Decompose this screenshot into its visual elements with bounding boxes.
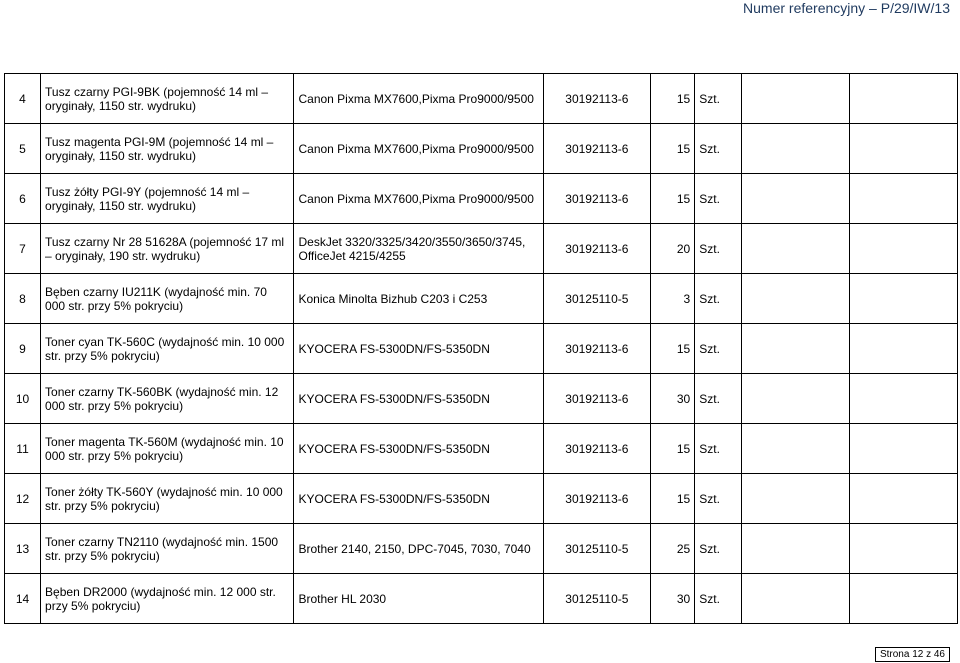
table-row xyxy=(5,124,958,174)
table-row xyxy=(5,574,958,624)
device-model: KYOCERA FS-5300DN/FS-5350DN xyxy=(294,374,543,424)
table-row xyxy=(5,424,958,474)
total-value-cell[interactable] xyxy=(849,424,957,474)
total-value-cell[interactable] xyxy=(849,74,957,124)
cpv-code: 30192113-6 xyxy=(543,324,650,374)
unit-price-cell[interactable] xyxy=(741,224,849,274)
unit: Szt. xyxy=(695,324,741,374)
cpv-code: 30192113-6 xyxy=(543,424,650,474)
reference-number: Numer referencyjny – P/29/IW/13 xyxy=(743,0,950,16)
device-model: Canon Pixma MX7600,Pixma Pro9000/9500 xyxy=(294,124,543,174)
row-number: 5 xyxy=(5,124,41,174)
table-row xyxy=(5,274,958,324)
device-model: DeskJet 3320/3325/3420/3550/3650/3745, OfficeJet 4215/4255 xyxy=(294,224,543,274)
row-number: 11 xyxy=(5,424,41,474)
quantity: 30 xyxy=(650,374,694,424)
device-model: Brother 2140, 2150, DPC-7045, 7030, 7040 xyxy=(294,524,543,574)
table-row xyxy=(5,474,958,524)
unit-price-cell[interactable] xyxy=(741,524,849,574)
page-number: Strona 12 z 46 xyxy=(875,647,950,662)
quantity: 15 xyxy=(650,424,694,474)
quantity: 15 xyxy=(650,474,694,524)
items-table xyxy=(4,73,958,624)
unit: Szt. xyxy=(695,524,741,574)
cpv-code: 30192113-6 xyxy=(543,374,650,424)
total-value-cell[interactable] xyxy=(849,474,957,524)
unit-price-cell[interactable] xyxy=(741,174,849,224)
total-value-cell[interactable] xyxy=(849,124,957,174)
row-number: 12 xyxy=(5,474,41,524)
cpv-code: 30192113-6 xyxy=(543,174,650,224)
device-model: Canon Pixma MX7600,Pixma Pro9000/9500 xyxy=(294,174,543,224)
unit-price-cell[interactable] xyxy=(741,324,849,374)
cpv-code: 30192113-6 xyxy=(543,74,650,124)
item-description: Bęben DR2000 (wydajność min. 12 000 str. przy 5% pokryciu) xyxy=(41,574,294,624)
unit-price-cell[interactable] xyxy=(741,424,849,474)
quantity: 15 xyxy=(650,124,694,174)
item-description: Toner magenta TK-560M (wydajność min. 10 000 str. przy 5% pokryciu) xyxy=(41,424,294,474)
device-model: Brother HL 2030 xyxy=(294,574,543,624)
row-number: 4 xyxy=(5,74,41,124)
item-description: Toner żółty TK-560Y (wydajność min. 10 000 str. przy 5% pokryciu) xyxy=(41,474,294,524)
unit: Szt. xyxy=(695,424,741,474)
unit-price-cell[interactable] xyxy=(741,74,849,124)
device-model: KYOCERA FS-5300DN/FS-5350DN xyxy=(294,424,543,474)
unit: Szt. xyxy=(695,224,741,274)
total-value-cell[interactable] xyxy=(849,224,957,274)
quantity: 15 xyxy=(650,74,694,124)
unit: Szt. xyxy=(695,474,741,524)
item-description: Tusz czarny PGI-9BK (pojemność 14 ml – oryginały, 1150 str. wydruku) xyxy=(41,74,294,124)
unit-price-cell[interactable] xyxy=(741,474,849,524)
cpv-code: 30125110-5 xyxy=(543,574,650,624)
cpv-code: 30192113-6 xyxy=(543,224,650,274)
total-value-cell[interactable] xyxy=(849,574,957,624)
unit: Szt. xyxy=(695,174,741,224)
row-number: 14 xyxy=(5,574,41,624)
cpv-code: 30192113-6 xyxy=(543,124,650,174)
unit-price-cell[interactable] xyxy=(741,574,849,624)
unit: Szt. xyxy=(695,574,741,624)
total-value-cell[interactable] xyxy=(849,174,957,224)
row-number: 10 xyxy=(5,374,41,424)
quantity: 15 xyxy=(650,174,694,224)
row-number: 9 xyxy=(5,324,41,374)
table-row xyxy=(5,324,958,374)
quantity: 20 xyxy=(650,224,694,274)
total-value-cell[interactable] xyxy=(849,274,957,324)
unit-price-cell[interactable] xyxy=(741,124,849,174)
unit: Szt. xyxy=(695,74,741,124)
row-number: 13 xyxy=(5,524,41,574)
device-model: Canon Pixma MX7600,Pixma Pro9000/9500 xyxy=(294,74,543,124)
total-value-cell[interactable] xyxy=(849,324,957,374)
total-value-cell[interactable] xyxy=(849,374,957,424)
quantity: 3 xyxy=(650,274,694,324)
device-model: KYOCERA FS-5300DN/FS-5350DN xyxy=(294,324,543,374)
item-description: Toner czarny TN2110 (wydajność min. 1500 str. przy 5% pokryciu) xyxy=(41,524,294,574)
cpv-code: 30125110-5 xyxy=(543,274,650,324)
table-row xyxy=(5,74,958,124)
item-description: Bęben czarny IU211K (wydajność min. 70 000 str. przy 5% pokryciu) xyxy=(41,274,294,324)
item-description: Tusz żółty PGI-9Y (pojemność 14 ml – oryginały, 1150 str. wydruku) xyxy=(41,174,294,224)
table-row xyxy=(5,174,958,224)
quantity: 30 xyxy=(650,574,694,624)
table-row xyxy=(5,224,958,274)
item-description: Toner cyan TK-560C (wydajność min. 10 000 str. przy 5% pokryciu) xyxy=(41,324,294,374)
total-value-cell[interactable] xyxy=(849,524,957,574)
quantity: 25 xyxy=(650,524,694,574)
unit-price-cell[interactable] xyxy=(741,374,849,424)
table-row xyxy=(5,374,958,424)
device-model: Konica Minolta Bizhub C203 i C253 xyxy=(294,274,543,324)
cpv-code: 30125110-5 xyxy=(543,524,650,574)
cpv-code: 30192113-6 xyxy=(543,474,650,524)
table-row xyxy=(5,524,958,574)
unit-price-cell[interactable] xyxy=(741,274,849,324)
unit: Szt. xyxy=(695,274,741,324)
unit: Szt. xyxy=(695,374,741,424)
row-number: 7 xyxy=(5,224,41,274)
device-model: KYOCERA FS-5300DN/FS-5350DN xyxy=(294,474,543,524)
item-description: Tusz magenta PGI-9M (pojemność 14 ml – oryginały, 1150 str. wydruku) xyxy=(41,124,294,174)
quantity: 15 xyxy=(650,324,694,374)
item-description: Toner czarny TK-560BK (wydajność min. 12 000 str. przy 5% pokryciu) xyxy=(41,374,294,424)
item-description: Tusz czarny Nr 28 51628A (pojemność 17 ml – oryginały, 190 str. wydruku) xyxy=(41,224,294,274)
row-number: 8 xyxy=(5,274,41,324)
unit: Szt. xyxy=(695,124,741,174)
row-number: 6 xyxy=(5,174,41,224)
